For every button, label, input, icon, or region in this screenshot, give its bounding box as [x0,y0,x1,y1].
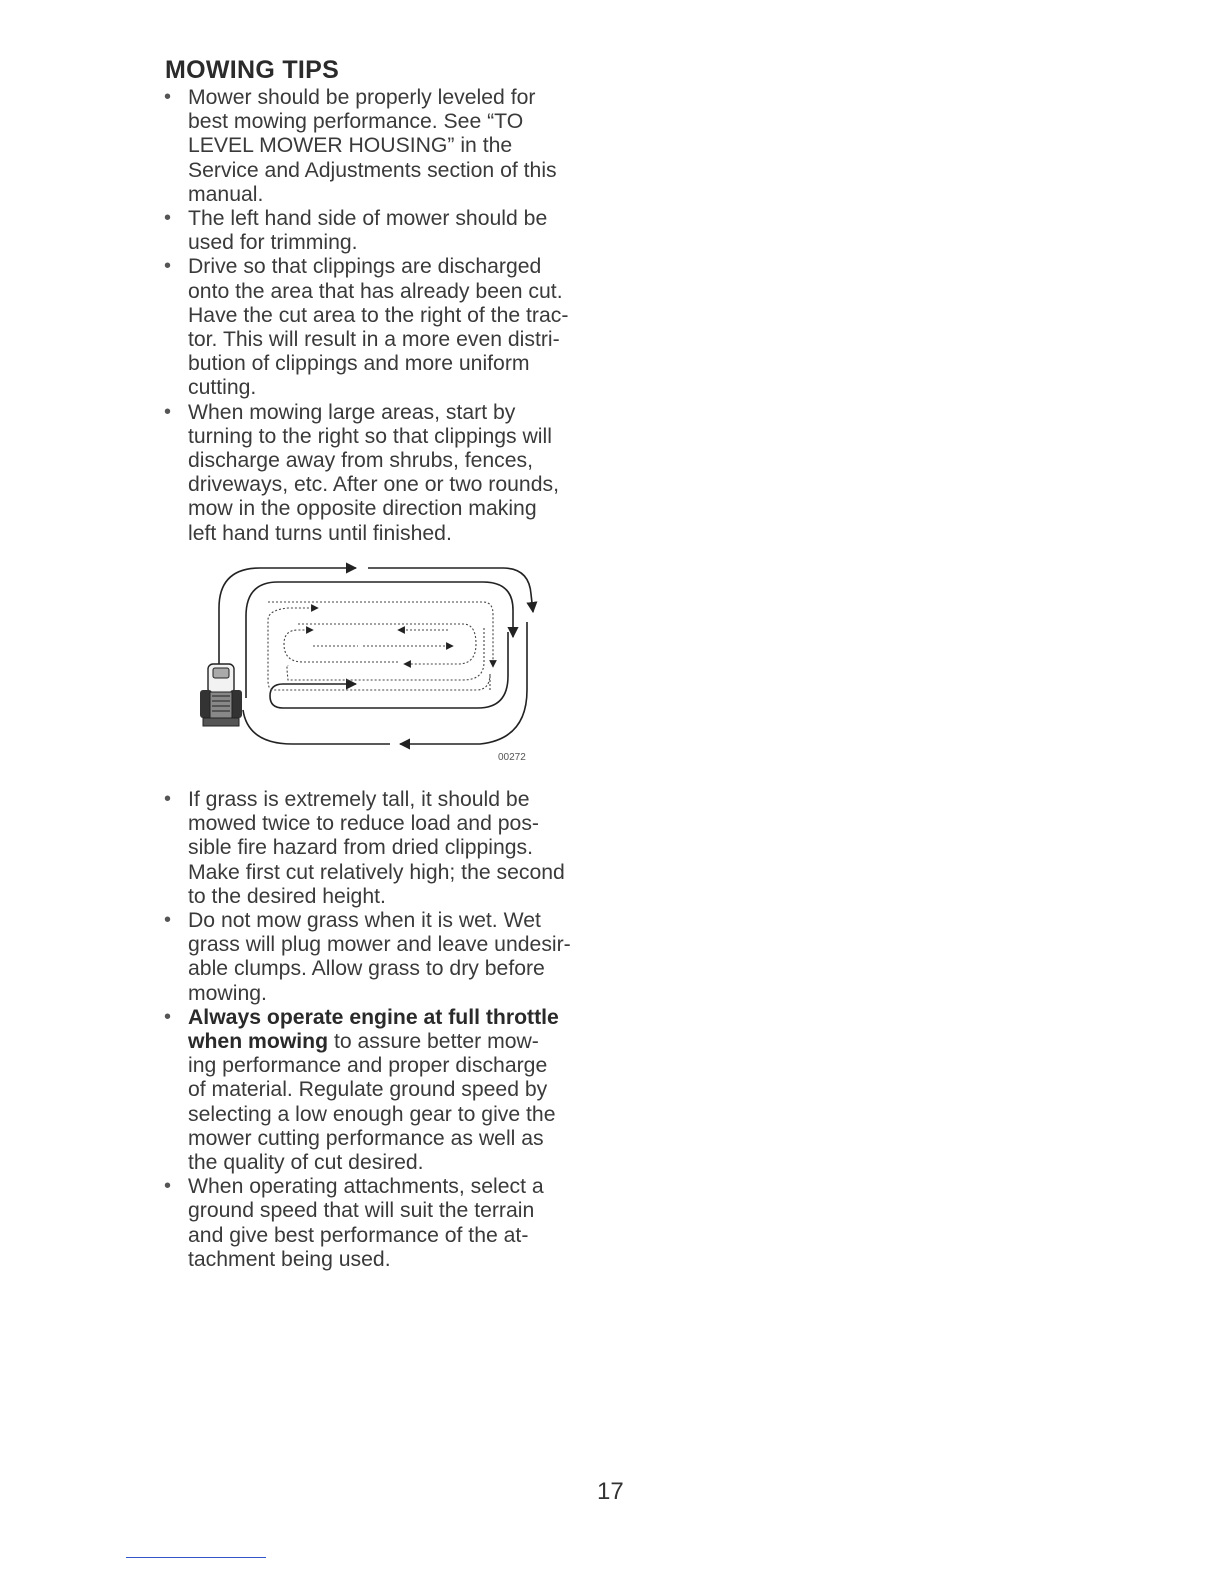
tip-line: selecting a low enough gear to give the [188,1102,556,1126]
bullet-icon: • [164,1005,172,1028]
tip-line: mower cutting performance as well as [188,1126,544,1150]
tip-item [162,255,602,400]
tip-item [162,1006,602,1175]
footer-divider [126,1557,266,1558]
page-number: 17 [597,1478,624,1505]
tip-line: driveways, etc. After one or two rounds, [188,473,559,497]
tip-line: The left hand side of mower should be [188,207,548,231]
tip-line: mow in the opposite direction making [188,497,537,521]
tip-line: discharge away from shrubs, fences, [188,449,534,473]
bullet-icon: • [164,86,172,108]
figure-id: 00272 [498,752,526,763]
tip-line: turning to the right so that clippings will [188,424,552,448]
tip-item [162,401,602,546]
tip-line: left hand turns until finished. [188,521,452,545]
tip-line: Mower should be properly leveled for [188,86,536,109]
tip-item [162,1175,602,1272]
tip-line: and give best performance of the at- [188,1223,529,1247]
mowing-pattern-diagram [198,562,543,767]
mowing-tips-list-top [162,86,602,546]
tip-line: Do not mow grass when it is wet. Wet [188,909,541,933]
tip-line: onto the area that has already been cut. [188,279,563,303]
tip-line: best mowing performance. See “TO [188,110,524,134]
tip-line: LEVEL MOWER HOUSING” in the [188,134,513,158]
bullet-icon: • [164,788,172,810]
tip-line: When operating attachments, select a [188,1175,544,1199]
tip-line: When mowing large areas, start by [188,400,516,424]
tip-line: mowed twice to reduce load and pos- [188,812,539,836]
tip-line: Make first cut relatively high; the second [188,860,565,884]
tractor-icon [200,664,242,726]
bullet-icon: • [164,207,172,230]
tip-line: Service and Adjustments section of this [188,158,557,182]
tip-item [162,207,602,255]
tip-item [162,86,602,207]
tip-line: able clumps. Allow grass to dry before [188,957,545,981]
tip-line: of material. Regulate ground speed by [188,1078,548,1102]
bullet-icon: • [164,255,172,278]
mowing-tips-list-bottom [162,788,602,1272]
tip-line: used for trimming. [188,231,358,255]
tip-line: If grass is extremely tall, it should be [188,788,530,811]
tip-line: Have the cut area to the right of the trac- [188,303,569,327]
tip-line: Drive so that clippings are discharged [188,255,542,279]
tip-item [162,909,602,1006]
tip-line: manual. [188,182,264,206]
tip-line: sible fire hazard from dried clippings. [188,836,534,860]
tip-line: grass will plug mower and leave undesir- [188,933,571,957]
tip-line: bution of clippings and more uniform [188,352,530,376]
tip-line-bold: Always operate engine at full throttle [188,1005,559,1029]
outer-mowing-path [219,568,533,744]
bullet-icon: • [164,400,172,423]
tip-line: to the desired height. [188,884,386,908]
tip-line-bold: when mowing [188,1030,329,1054]
tip-line: cutting. [188,376,257,400]
tip-item [162,788,602,909]
tip-line: tor. This will result in a more even distri- [188,328,560,352]
tip-line: ground speed that will suit the terrain [188,1199,535,1223]
bullet-icon: • [164,1175,172,1198]
tip-line: to assure better mow- [328,1030,539,1054]
tip-line: tachment being used. [188,1247,391,1271]
bullet-icon: • [164,909,172,932]
tip-line: mowing. [188,981,267,1005]
inner-mowing-path [268,602,493,690]
tip-line: ing performance and proper discharge [188,1054,548,1078]
section-title: MOWING TIPS [165,56,340,84]
tip-line: the quality of cut desired. [188,1151,424,1175]
